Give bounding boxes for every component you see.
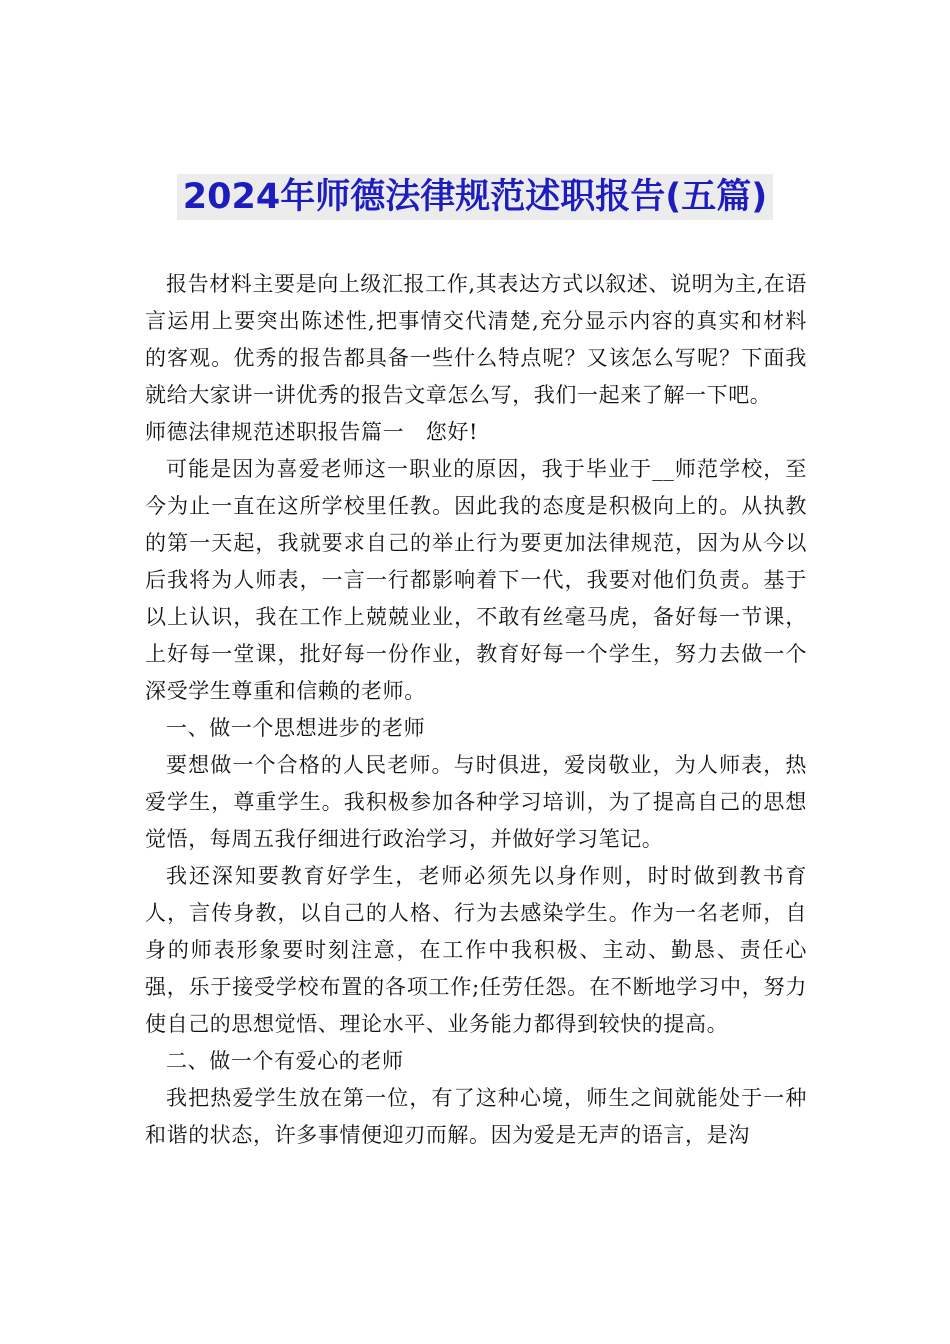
- subheading-two: 二、做一个有爱心的老师: [166, 1049, 404, 1073]
- title-wrapper: [0, 174, 950, 220]
- intro-paragraph: 报告材料主要是向上级汇报工作,其表达方式以叙述、说明为主,在语言运用上要突出陈述性,把事情交代清楚,充分显示内容的真实和材料的客观。优秀的报告都具备一些什么特点呢？又该怎么写呢？下面我就给大家讲一讲优秀的报告文章怎么写，我们一起来了解一下吧。: [145, 272, 807, 407]
- body-paragraph: 我还深知要教育好学生，老师必须先以身作则，时时做到教书育人，言传身教，以自己的人格、行为去感染学生。作为一名老师，自身的师表形象要时刻注意，在工作中我积极、主动、勤恳、责任心强，乐于接受学校布置的各项工作;任劳任怨。在不断地学习中，努力使自己的思想觉悟、理论水平、业务能力都得到较快的提高。: [145, 864, 807, 1036]
- body-paragraph: 要想做一个合格的人民老师。与时俱进，爱岗敬业，为人师表，热爱学生，尊重学生。我积极参加各种学习培训，为了提高自己的思想觉悟，每周五我仔细进行政治学习，并做好学习笔记。: [145, 753, 807, 851]
- section-heading-part-one: 师德法律规范述职报告篇一 您好!: [145, 420, 479, 444]
- document-title: 2024年师德法律规范述职报告(五篇): [177, 174, 773, 220]
- document-body: [145, 266, 807, 1154]
- body-paragraph: 可能是因为喜爱老师这一职业的原因，我于毕业于__师范学校，至今为止一直在这所学校里任教。因此我的态度是积极向上的。从执教的第一天起，我就要求自己的举止行为要更加法律规范，因为从今以后我将为人师表，一言一行都影响着下一代，我要对他们负责。基于以上认识，我在工作上兢兢业业，不敢有丝毫马虎，备好每一节课，上好每一堂课，批好每一份作业，教育好每一个学生，努力去做一个深受学生尊重和信赖的老师。: [145, 457, 807, 703]
- subheading-one: 一、做一个思想进步的老师: [166, 716, 426, 740]
- body-paragraph: 我把热爱学生放在第一位，有了这种心境，师生之间就能处于一种和谐的状态，许多事情便迎刃而解。因为爱是无声的语言，是沟: [145, 1086, 807, 1147]
